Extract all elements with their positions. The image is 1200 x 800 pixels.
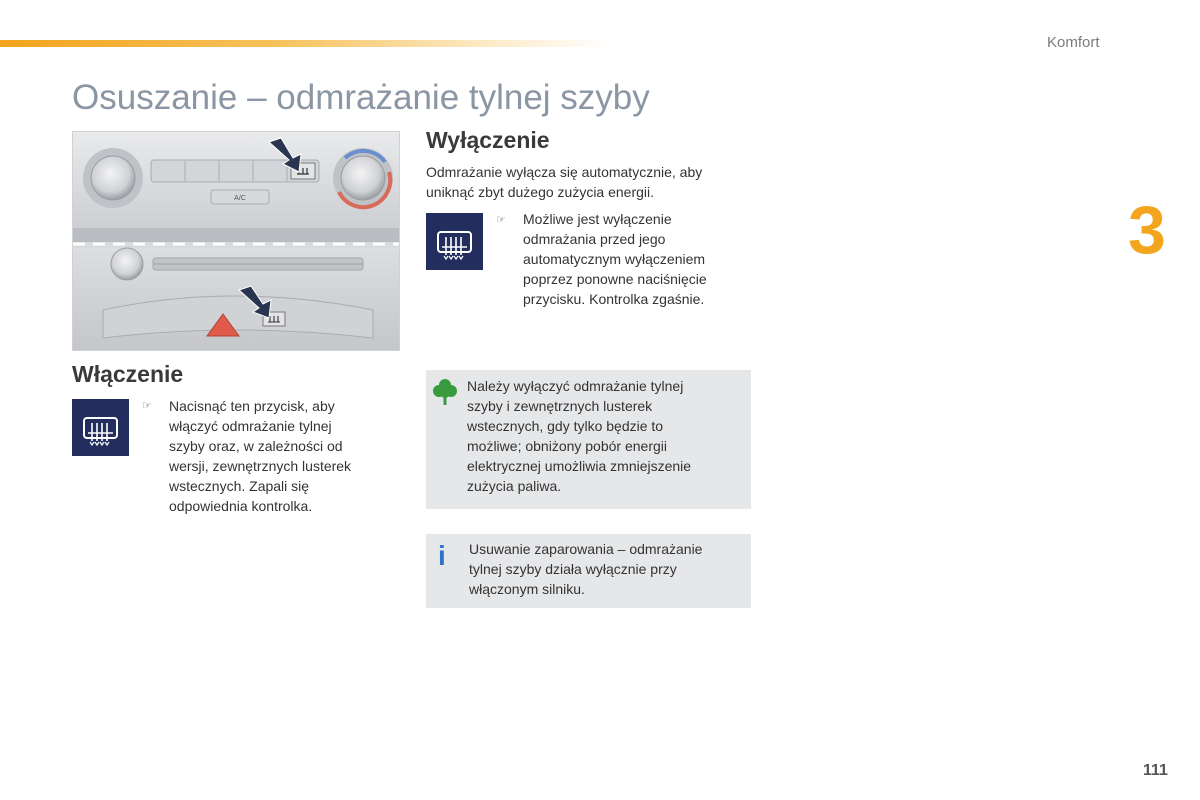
page-number: 111 bbox=[1143, 762, 1168, 779]
text-line: szyby i zewnętrznych lusterek bbox=[467, 398, 653, 414]
text-line: Możliwe jest wyłączenie bbox=[523, 211, 672, 227]
ac-label: A/C bbox=[234, 195, 246, 202]
info-note-box bbox=[426, 534, 751, 608]
eco-note-box bbox=[426, 370, 751, 509]
rear-defrost-button-icon bbox=[72, 399, 129, 456]
text-line: odmrażania przed jego bbox=[523, 231, 666, 247]
text-line: elektrycznej umożliwia zmniejszenie bbox=[467, 458, 692, 474]
section-name: Komfort bbox=[1047, 34, 1100, 51]
bullet-pointer-icon: ☞ bbox=[496, 214, 506, 226]
heading-wylaczenie: Wyłączenie bbox=[426, 127, 550, 153]
text-line: włączonym silniku. bbox=[469, 581, 585, 597]
text-line: zużycia paliwa. bbox=[467, 478, 562, 494]
tree-icon bbox=[433, 378, 457, 411]
text-line: szyby oraz, w zależności od bbox=[169, 438, 343, 454]
page-title: Osuszanie – odmrażanie tylnej szyby bbox=[72, 78, 650, 117]
text-line: tylnej szyby działa wyłącznie przy bbox=[469, 561, 677, 577]
text-line: wersji, zewnętrznych lusterek bbox=[169, 458, 352, 474]
header-accent-bar bbox=[0, 40, 610, 47]
text-line: wstecznych, gdy tylko będzie to bbox=[467, 418, 664, 434]
wylaczenie-intro bbox=[426, 162, 756, 202]
dashboard-illustration bbox=[73, 132, 399, 350]
rear-defrost-button-icon bbox=[426, 213, 483, 270]
text-line: Usuwanie zaparowania – odmrażanie bbox=[469, 541, 703, 557]
wylaczenie-bullet-text bbox=[523, 209, 753, 309]
wlaczenie-bullet-text bbox=[169, 396, 399, 516]
info-icon: i bbox=[438, 540, 446, 571]
text-line: Należy wyłączyć odmrażanie tylnej bbox=[467, 378, 684, 394]
bullet-pointer-icon: ☞ bbox=[142, 400, 152, 412]
eco-note-text bbox=[467, 376, 747, 496]
chapter-number: 3 bbox=[1128, 192, 1166, 268]
text-line: poprzez ponowne naciśnięcie bbox=[523, 271, 707, 287]
text-line: włączyć odmrażanie tylnej bbox=[169, 418, 332, 434]
text-line: Nacisnąć ten przycisk, aby bbox=[169, 398, 335, 414]
text-line: uniknąć zbyt dużego zużycia energii. bbox=[426, 184, 655, 200]
info-note-text bbox=[469, 539, 749, 599]
text-line: możliwe; obniżony pobór energii bbox=[467, 438, 667, 454]
heading-wlaczenie: Włączenie bbox=[72, 361, 184, 387]
text-line: odpowiednia kontrolka. bbox=[169, 498, 313, 514]
text-line: Odmrażanie wyłącza się automatycznie, aby bbox=[426, 164, 703, 180]
dashboard-photo bbox=[72, 131, 400, 351]
text-line: wstecznych. Zapali się bbox=[169, 478, 310, 494]
text-line: automatycznym wyłączeniem bbox=[523, 251, 706, 267]
text-line: przycisku. Kontrolka zgaśnie. bbox=[523, 291, 705, 307]
